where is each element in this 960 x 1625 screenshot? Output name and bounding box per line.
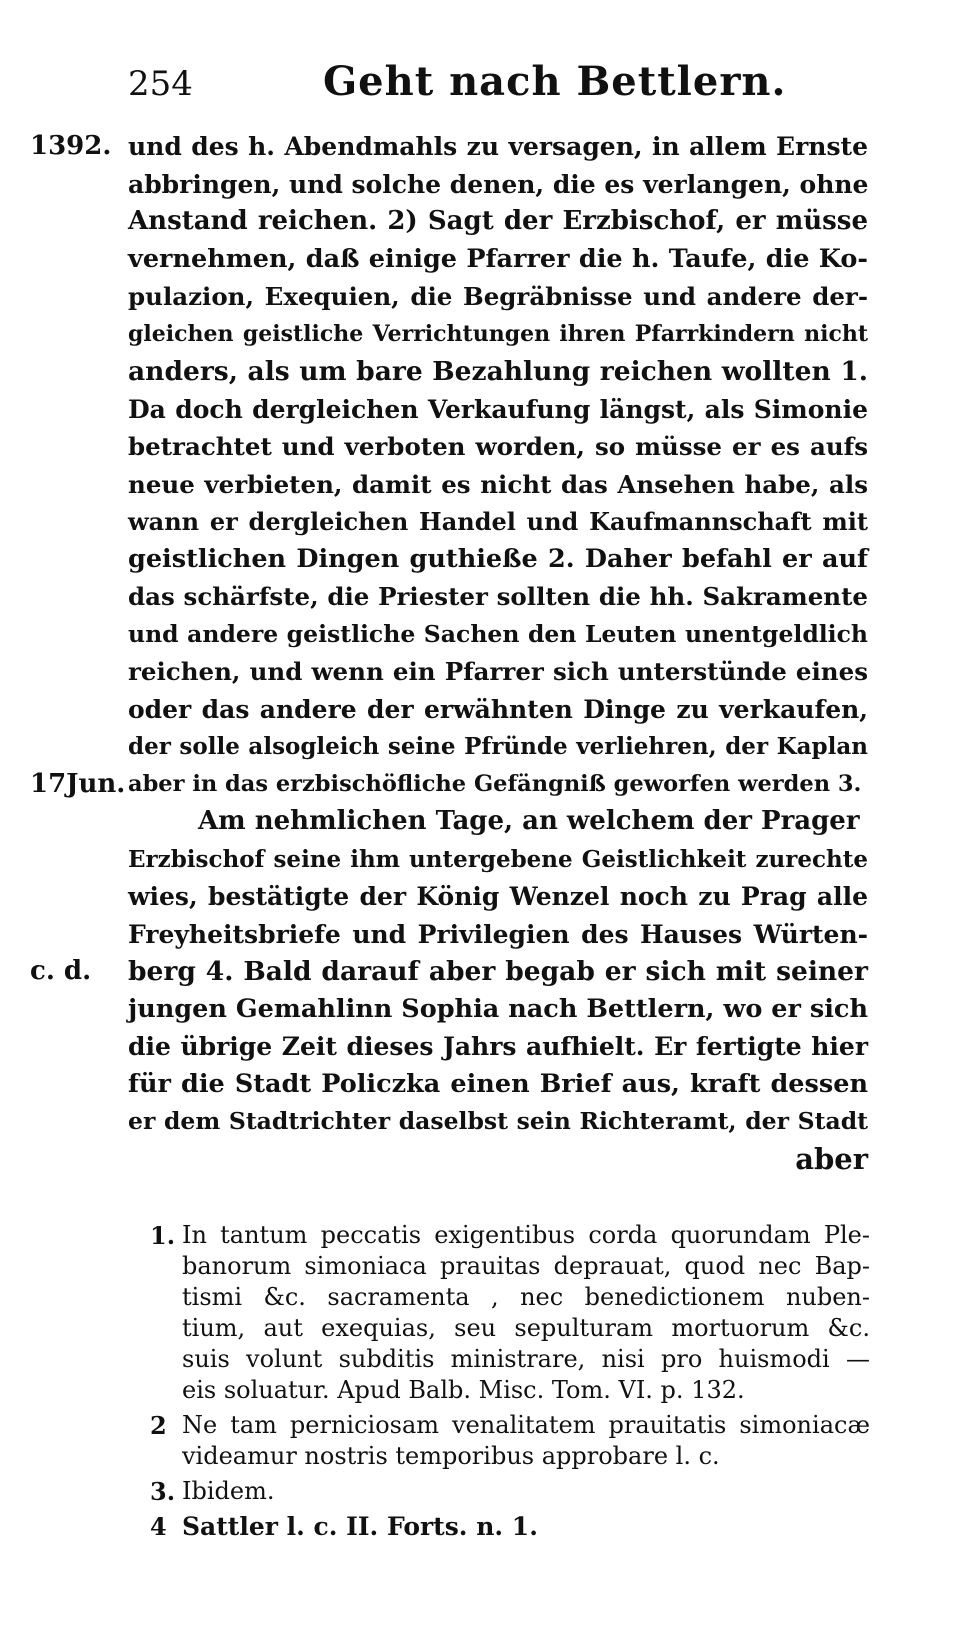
footnotes [150, 1220, 870, 1542]
text-line-content: neue verbieten, damit es nicht das Ansehen habe, als [128, 469, 868, 499]
text-line-content: berg 4. Bald darauf aber begab er sich mit seiner [128, 956, 868, 987]
text-line [128, 503, 868, 541]
footnote [150, 1410, 870, 1472]
text-line-content: und des h. Abendmahls zu versagen, in allem Ernste [128, 132, 868, 161]
text-line-content: betrachtet und verboten worden, so müsse er es aufs [128, 432, 868, 461]
text-line [128, 803, 868, 841]
margin-note: 17Jun. [30, 768, 126, 799]
footnote-text [182, 1410, 870, 1472]
text-line [128, 1028, 868, 1066]
text-line [128, 616, 868, 654]
text-line-content: anders, als um bare Bezahlung reichen wollten 1. [128, 356, 868, 387]
footnote-line: suis volunt subditis ministrare, nisi pro huismodi — [182, 1345, 870, 1373]
footnote-line: In tantum peccatis exigentibus corda quorundam Ple- [182, 1221, 870, 1249]
text-line [128, 541, 868, 579]
text-line-content: aber [795, 1141, 868, 1176]
text-line [128, 353, 868, 391]
text-line-content: abbringen, und solche denen, die es verlangen, ohne [128, 169, 869, 199]
text-line-content: wann er dergleichen Handel und Kaufmannschaft mit [128, 507, 868, 536]
footnote-line: tium, aut exequias, seu sepulturam mortuorum &c. [182, 1314, 870, 1342]
text-line [128, 841, 868, 879]
footnote-text [182, 1511, 870, 1542]
footnote-line: banorum simoniaca prauitas deprauat, quod nec Bap- [182, 1252, 870, 1280]
footnote-line: Sattler l. c. II. Forts. n. 1. [182, 1512, 538, 1541]
text-line-content: Am nehmlichen Tage, an welchem der Prager [198, 806, 860, 836]
text-line-content: wies, bestätigte der König Wenzel noch zu Prag alle [128, 882, 868, 911]
text-line-content: aber in das erzbischöfliche Gefängniß geworfen werden 3. [128, 770, 862, 797]
text-line [128, 166, 868, 204]
footnote-mark: 4 [150, 1512, 167, 1541]
margin-note: c. d. [30, 956, 92, 986]
text-line-content: das schärfste, die Priester sollten die hh. Sakramente [128, 582, 868, 611]
text-line [128, 991, 868, 1029]
text-line-content: Erzbischof seine ihm untergebene Geistlichkeit zurechte [128, 845, 868, 873]
footnote [150, 1476, 870, 1507]
text-line [128, 241, 868, 279]
text-line [128, 691, 868, 729]
text-line-content: vernehmen, daß einige Pfarrer die h. Taufe, die Ko- [128, 243, 868, 274]
text-line [128, 316, 868, 354]
footnote-text [182, 1220, 870, 1406]
text-line-content: Anstand reichen. 2) Sagt der Erzbischof, er müsse [128, 206, 868, 236]
text-line-content: er dem Stadtrichter daselbst sein Richteramt, der Stadt [128, 1107, 868, 1135]
footnote-mark: 1. [150, 1221, 176, 1250]
footnote [150, 1511, 870, 1542]
text-line [128, 916, 868, 954]
footnote-text [182, 1476, 870, 1507]
text-line [30, 128, 868, 166]
text-line [128, 203, 868, 241]
text-line-content: für die Stadt Policzka einen Brief aus, kraft dessen [128, 1068, 868, 1099]
body-text [30, 128, 869, 1178]
text-line-content: Freyheitsbriefe und Privilegien des Hauses Würten- [128, 919, 868, 949]
footnote-line: videamur nostris temporibus approbare l. c. [182, 1442, 720, 1470]
text-line [30, 953, 868, 991]
footnote-line: tismi &c. sacramenta , nec benedictionem nuben- [182, 1283, 870, 1311]
text-line [128, 653, 868, 691]
text-line-content: oder das andere der erwähnten Dinge zu verkaufen, [128, 694, 868, 724]
running-head: Geht nach Bettlern. [323, 58, 787, 105]
text-line [128, 578, 868, 616]
footnote-line: Ibidem. [182, 1477, 275, 1505]
page-header [128, 58, 868, 108]
text-line [128, 391, 868, 429]
footnote-line: eis soluatur. Apud Balb. Misc. Tom. VI. p. 132. [182, 1376, 745, 1404]
text-line [128, 428, 868, 466]
text-line-content: der solle alsogleich seine Pfründe verliehren, der Kaplan [128, 733, 868, 760]
margin-note: 1392. [30, 131, 112, 161]
text-line [128, 466, 868, 504]
text-line [30, 766, 868, 804]
footnote [150, 1220, 870, 1406]
text-line [128, 878, 868, 916]
text-line-content: pulazion, Exequien, die Begräbnisse und andere der- [128, 282, 868, 311]
text-line-content: und andere geistliche Sachen den Leuten unentgeldlich [128, 619, 868, 648]
text-line [128, 1103, 868, 1141]
page-number: 254 [128, 64, 193, 104]
text-line [128, 728, 868, 766]
text-line-content: jungen Gemahlinn Sophia nach Bettlern, wo er sich [128, 993, 868, 1024]
footnote-mark: 2 [150, 1411, 167, 1440]
footnote-line: Ne tam perniciosam venalitatem prauitatis simoniacæ [182, 1411, 870, 1439]
text-line-content: gleichen geistliche Verrichtungen ihren Pfarrkindern nicht [128, 320, 868, 347]
text-line-content: geistlichen Dingen guthieße 2. Daher befahl er auf [128, 543, 868, 574]
text-line-content: reichen, und wenn ein Pfarrer sich unterstünde eines [128, 657, 868, 686]
text-line [128, 1141, 868, 1179]
text-line [128, 1066, 868, 1104]
footnote-mark: 3. [150, 1477, 176, 1506]
text-line-content: Da doch dergleichen Verkaufung längst, als Simonie [128, 394, 868, 424]
text-line [128, 278, 868, 316]
text-line-content: die übrige Zeit dieses Jahrs aufhielt. Er fertigte hier [128, 1032, 868, 1061]
